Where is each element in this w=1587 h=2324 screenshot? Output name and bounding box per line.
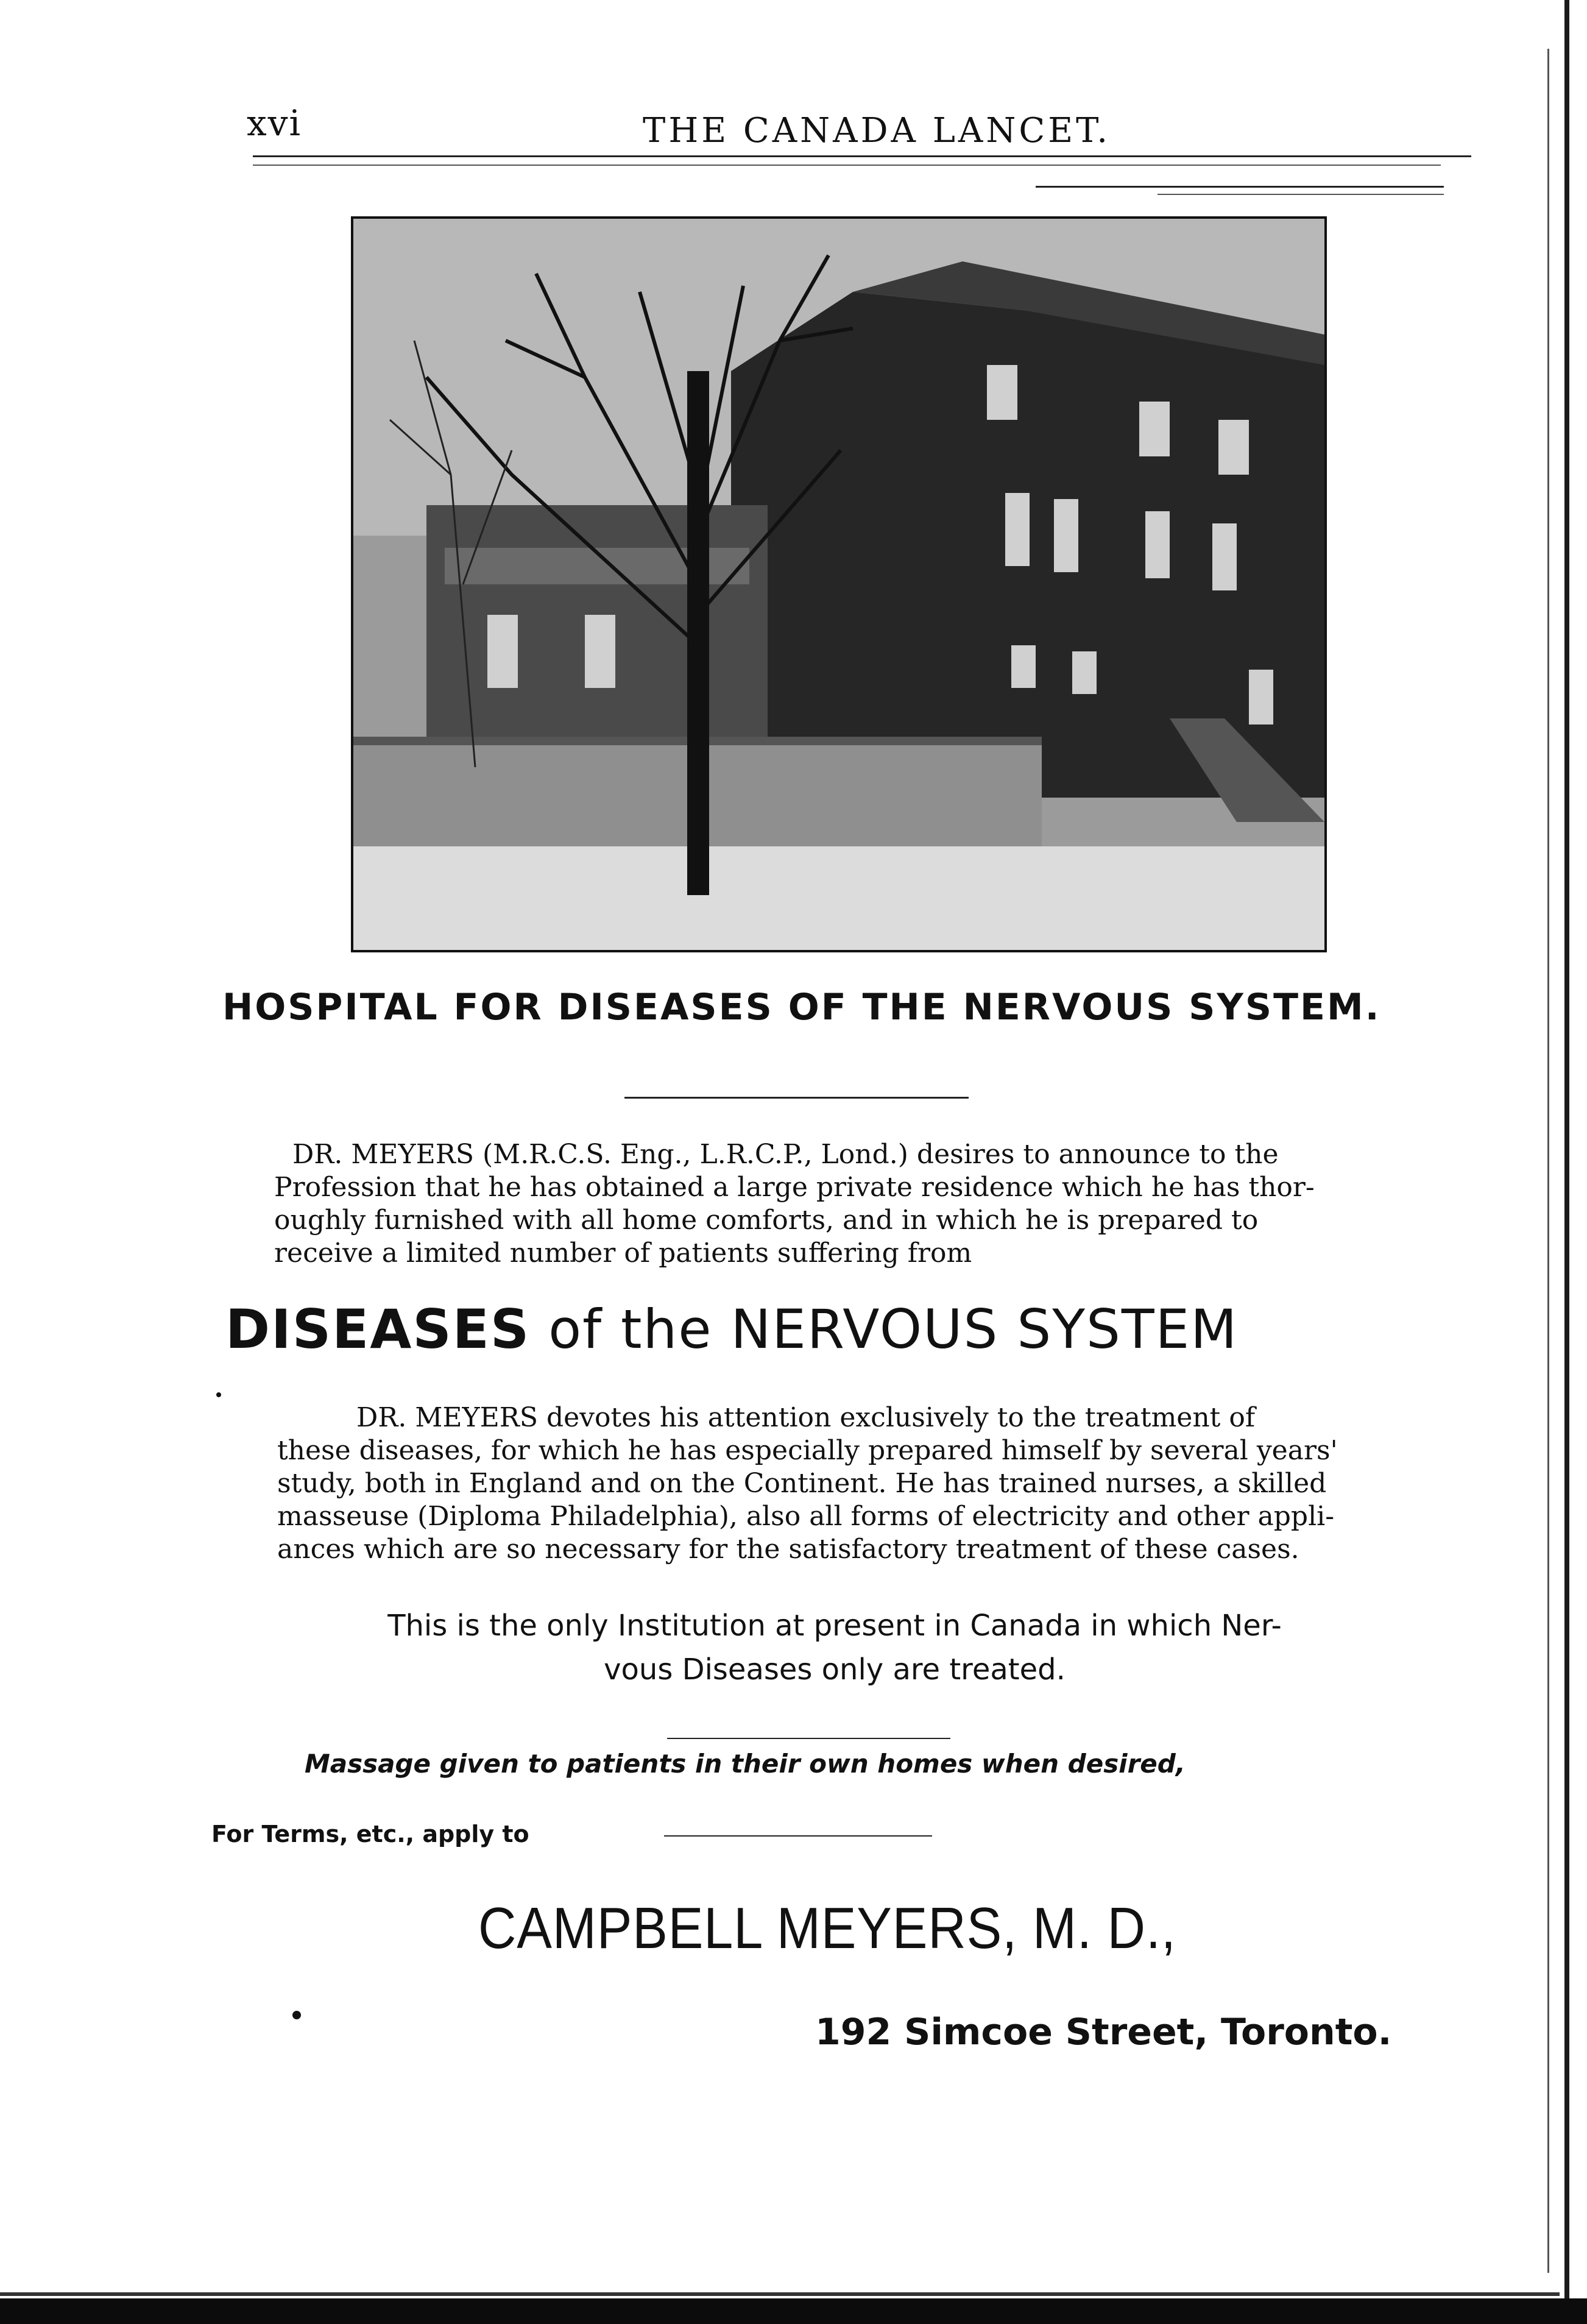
treatment-line-4: masseuse (Diploma Philadelphia), also all forms of electricity and other appli- <box>277 1501 1335 1532</box>
ink-spot <box>292 2011 301 2019</box>
running-title: THE CANADA LANCET. <box>643 111 1111 151</box>
section-divider-3 <box>664 1835 932 1837</box>
nervous-word: NERVOUS <box>730 1298 999 1361</box>
hospital-building-photo <box>351 216 1327 952</box>
massage-note: Massage given to patients in their own homes when desired, <box>305 1749 1186 1779</box>
terms-note: For Terms, etc., apply to <box>211 1821 529 1848</box>
only-institution-line-1: This is the only Institution at present in Canada in which Ner- <box>387 1609 1282 1643</box>
section-divider-2 <box>667 1738 950 1739</box>
treatment-line-1: DR. MEYERS devotes his attention exclusively to the treatment of <box>356 1402 1256 1433</box>
intro-line-3: oughly furnished with all home comforts, and in which he is prepared to <box>274 1205 1259 1236</box>
header-rule-mid <box>253 165 1441 166</box>
page-edge-line <box>1547 49 1549 2273</box>
bottom-edge-shadow <box>0 2298 1587 2324</box>
intro-line-4: receive a limited number of patients suffering from <box>274 1238 972 1269</box>
photo-illustration <box>353 219 1324 950</box>
signature-name: CAMPBELL MEYERS, M. D., <box>478 1896 1176 1961</box>
intro-line-2: Profession that he has obtained a large private residence which he has thor- <box>274 1172 1315 1203</box>
header-rule-top <box>253 155 1471 157</box>
bottom-edge-line <box>0 2292 1560 2296</box>
ink-spot-small <box>216 1392 221 1397</box>
diseases-word: DISEASES <box>225 1298 531 1361</box>
header-rule-bottom <box>1036 186 1444 188</box>
hospital-heading: HOSPITAL FOR DISEASES OF THE NERVOUS SYSTEM. <box>222 986 1381 1029</box>
treatment-line-5: ances which are so necessary for the satisfactory treatment of these cases. <box>277 1534 1299 1565</box>
treatment-line-2: these diseases, for which he has especially prepared himself by several years' <box>277 1435 1338 1466</box>
page-edge-shadow <box>1564 0 1569 2324</box>
intro-line-1: DR. MEYERS (M.R.C.S. Eng., L.R.C.P., Lond.) desires to announce to the <box>292 1139 1279 1170</box>
section-divider-1 <box>624 1097 969 1099</box>
diseases-heading <box>225 1298 1238 1361</box>
treatment-line-3: study, both in England and on the Continent. He has trained nurses, a skilled <box>277 1468 1327 1499</box>
address: 192 Simcoe Street, Toronto. <box>815 2011 1392 2053</box>
of-the-words: of the <box>548 1298 713 1361</box>
header-rule-bottom2 <box>1158 194 1444 195</box>
only-institution-line-2: vous Diseases only are treated. <box>604 1653 1066 1687</box>
system-word: SYSTEM <box>1017 1298 1239 1361</box>
page-number: xvi <box>247 102 302 144</box>
